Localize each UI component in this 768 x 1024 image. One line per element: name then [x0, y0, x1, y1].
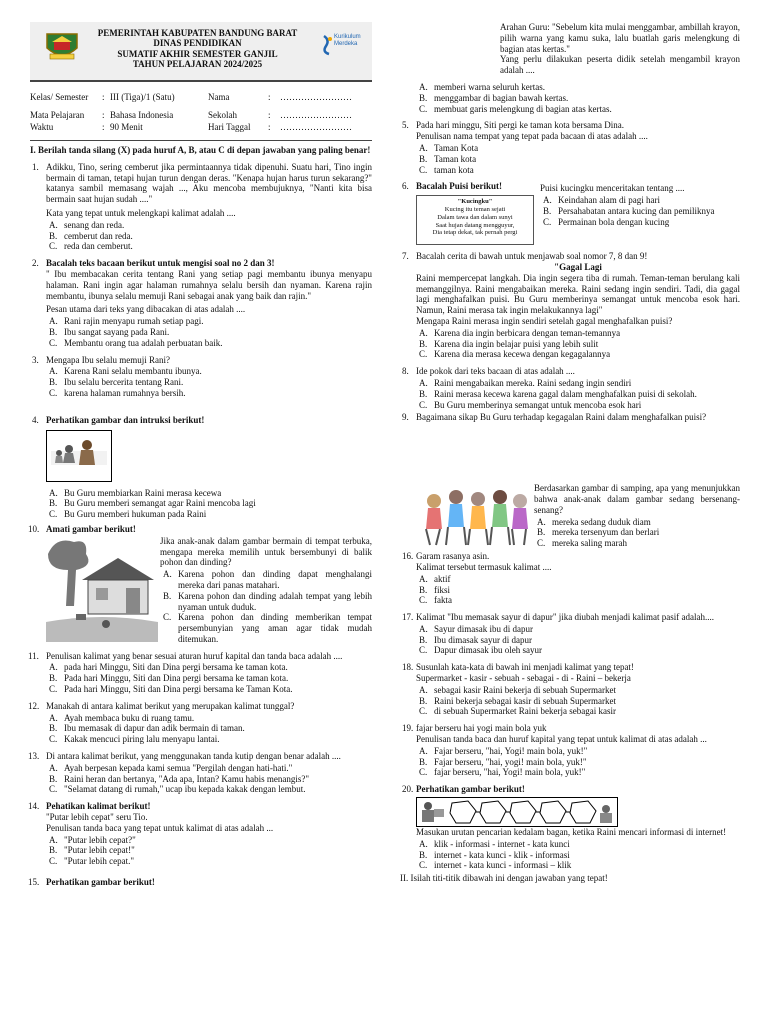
option-a[interactable]: A. senang dan reda.	[49, 219, 125, 230]
question-prompt: Berdasarkan gambar di samping, apa yang menunjukkan bahwa anak-anak dalam gambar sedang bersenang-senang?	[534, 483, 740, 515]
question-prompt: Mengapa Raini merasa ingin sendiri setelah gagal menghafalkan puisi?	[416, 315, 673, 326]
search-flow-chart	[416, 797, 618, 827]
option-b[interactable]: B. Raini heran dan bertanya, "Ada apa, Intan? Kamu habis menangis?"	[49, 773, 310, 784]
option-c[interactable]: C. Bu Guru memberi hukuman pada Raini	[49, 509, 207, 520]
option-a[interactable]: A. mereka sedang duduk diam	[537, 516, 651, 527]
question-5: 5. Pada hari minggu, Siti pergi ke taman kota bersama Dina. Penulisan nama tempat yang tepat pada bacaan di atas adalah .... A. Taman Kota B. Taman kota C. taman kota	[400, 120, 740, 175]
option-a[interactable]: A. Keindahan alam di pagi hari	[543, 194, 660, 205]
word-list: Supermarket - kasir - sebuah - sebagai - di - Raini – bekerja	[416, 673, 631, 684]
option-a[interactable]: A. Taman Kota	[419, 142, 479, 153]
teacher-student-picture	[46, 430, 112, 482]
house-garden-picture	[46, 536, 158, 642]
question-title: Bacalah Puisi berikut!	[416, 181, 503, 192]
kurikulum-merdeka-icon	[320, 34, 334, 56]
option-c[interactable]: C. reda dan cemberut.	[49, 241, 133, 252]
sekolah-field[interactable]: ……………………	[280, 110, 352, 120]
question-prompt: Di antara kalimat berikut, yang menggunakan tanda kutip dengan benar adalah ....	[46, 751, 341, 762]
question-stem: Garam rasanya asin.	[416, 551, 490, 562]
option-b[interactable]: B. Ibu sangat sayang pada Rani.	[49, 326, 170, 337]
question-15: 15. Perhatikan gambar berikut!	[30, 877, 372, 888]
question-prompt: Manakah di antara kalimat berikut yang merupakan kalimat tunggal?	[46, 700, 295, 711]
question-20: 20. Perhatikan gambar berikut! Masukan urutan pencarian kedalam bagan, ketika Raini mencari informasi di internet! A. klik - informasi - internet - kata kunci B. internet - kata kunci - klik - informasi C. internet - kata kunci - informasi – klik	[400, 784, 740, 871]
option-b[interactable]: B. "Putar lebih cepat!"	[49, 845, 135, 856]
kelas-value: III (Tiga)/1 (Satu)	[110, 92, 175, 102]
question-title: Pehatikan kalimat berikut!	[46, 801, 151, 812]
option-b[interactable]: B. Taman kota	[419, 153, 477, 164]
option-c[interactable]: C. fakta	[419, 595, 452, 606]
question-prompt: Ide pokok dari teks bacaan di atas adalah ....	[416, 366, 575, 377]
option-a[interactable]: A. "Putar lebih cepat?"	[49, 834, 136, 845]
header-line-1: PEMERINTAH KABUPATEN BANDUNG BARAT	[97, 28, 298, 38]
question-8: 8. Ide pokok dari teks bacaan di atas adalah .... A. Raini mengabaikan mereka. Raini sedang ingin sendiri B. Raini merasa kecewa karena gagal dalam menghafalkan puisi di sekolah. C. Bu Guru memberinya semangat untuk mencoba esok hari	[400, 366, 740, 410]
arahan-text: Arahan Guru: "Sebelum kita mulai menggambar, ambillah krayon, pilih warna yang kamu suka, lalu buatlah garis melengkung di bagian atas kertas."	[500, 22, 740, 54]
section-2-instruction: II. Isilah titi-titik dibawah ini dengan jawaban yang tepat!	[400, 873, 608, 884]
question-6: 6. Bacalah Puisi berikut! "Kucingku" Kucing itu teman sejati Dalam tawa dan dalam sunyi Saat hujan datang mengguyur, Dia tetap dekat, tak pernah pergi Puisi kucingku menceritakan tentang .... A. Keindahan alam di pagi hari B. Persahabatan antara kucing dan pemiliknya C. Permainan bola dengan kucing	[400, 181, 740, 245]
divider	[30, 140, 372, 141]
header-line-3: SUMATIF AKHIR SEMESTER GANJIL	[117, 48, 278, 59]
arahan-prompt: Yang perlu dilakukan peserta didik setelah mengambil krayon adalah ....	[500, 54, 740, 76]
question-15-content	[400, 483, 740, 549]
option-a[interactable]: A. Sayur dimasak ibu di dapur	[419, 623, 533, 634]
question-3: 3. Mengapa Ibu selalu memuji Rani? A. Karena Rani selalu membantu ibunya. B. Ibu selalu bercerita tentang Rani. C. karena halaman rumahnya bersih.	[30, 355, 372, 399]
question-1: 1. Adikku, Tino, sering cemberut jika permintaannya tidak dipenuhi. Suatu hari, Tino ingin bermain di taman, tetapi hujan turun dengan deras. "Kenapa hujan harus turun sekarang?" katanya sambil memasang wajah ..., Aku mencoba membujuknya, "Nanti kita bisa bermain saat hujan sudah ...." Kata yang tepat untuk melengkapi kalimat adalah .... A. senang dan reda. B. cemberut dan reda. C. reda dan cemberut.	[32, 161, 372, 252]
question-prompt: Puisi kucingku menceritakan tentang ....	[540, 183, 685, 194]
waktu-label: Waktu	[30, 122, 54, 132]
question-prompt: Bagaimana sikap Bu Guru terhadap kegagalan Raini dalam menghafalkan puisi?	[416, 412, 707, 423]
option-c[interactable]: C. karena halaman rumahnya bersih.	[49, 387, 186, 398]
story-title: "Gagal Lagi	[554, 261, 602, 272]
option-c[interactable]: C. Permainan bola dengan kucing	[543, 216, 670, 227]
exam-header	[30, 22, 372, 82]
option-c[interactable]: C. Membantu orang tua adalah perbuatan baik.	[49, 337, 223, 348]
option-b[interactable]: B. menggambar di bagian bawah kertas.	[419, 92, 569, 103]
student-info: Kelas/ Semester : III (Tiga)/1 (Satu) Nama : …………………… Mata Pelajaran : Bahasa Indonesia Sekolah : …………………… Waktu : 90 Menit Hari Taggal : ……………………	[30, 92, 372, 134]
children-running-picture	[420, 483, 530, 549]
option-a[interactable]: A. Karena Rani selalu membantu ibunya.	[49, 366, 202, 377]
waktu-value: 90 Menit	[110, 122, 143, 132]
question-title: Amati gambar berikut!	[46, 523, 136, 534]
option-a[interactable]: A. Ayah membaca buku di ruang tamu.	[49, 712, 195, 723]
option-a[interactable]: A. pada hari Minggu, Siti dan Dina pergi bersama ke taman kota.	[49, 662, 288, 673]
question-prompt: Susunlah kata-kata di bawah ini menjadi kalimat yang tepat!	[416, 662, 634, 673]
hari-label: Hari Taggal	[208, 122, 251, 132]
nama-label: Nama	[208, 92, 230, 102]
sekolah-label: Sekolah	[208, 110, 237, 120]
section-1-instruction: I. Berilah tanda silang (X) pada huruf A, B, atau C di depan jawaban yang paling benar!	[30, 145, 371, 155]
mapel-label: Mata Pelajaran	[30, 110, 85, 120]
question-16: 16. Garam rasanya asin. Kalimat tersebut termasuk kalimat .... A. aktif B. fiksi C. fakta	[400, 551, 740, 606]
option-b[interactable]: B. cemberut dan reda.	[49, 230, 133, 241]
question-4: 4. Perhatikan gambar dan intruksi berikut! A. Bu Guru membiarkan Raini merasa kecewa B. Bu Guru memberi semangat agar Raini mencoba lagi C. Bu Guru memberi hukuman pada Raini	[30, 415, 372, 520]
question-2: 2. Bacalah teks bacaan berikut untuk mengisi soal no 2 dan 3! " Ibu membacakan cerita tentang Rani yang setiap pagi membantu ibunya menyapu halaman. Rani ingin agar halaman rumahnya selalu bersih dan nyaman. Karena rajin membantu, ibunya selalu memuji Rani sebagai anak yang baik dan rajin." Pesan utama dari teks yang dibacakan di atas adalah .... A. Rani rajin menyapu rumah setiap pagi. B. Ibu sangat sayang pada Rani. C. Membantu orang tua adalah perbuatan baik.	[32, 258, 372, 348]
hari-field[interactable]: ……………………	[280, 122, 352, 132]
option-a[interactable]: A. klik - informasi - internet - kata kunci	[419, 838, 570, 849]
question-title: Perhatikan gambar berikut!	[46, 877, 155, 888]
option-a[interactable]: A. Raini mengabaikan mereka. Raini sedang ingin sendiri	[419, 377, 632, 388]
reading-text: " Ibu membacakan cerita tentang Rani yang setiap pagi membantu ibunya menyapu halaman. Rani ingin agar halaman rumahnya selalu bersih dan nyaman. Karena rajin membantu, ibunya selalu memuji Rani sebagai anak yang baik dan rajin."	[46, 268, 372, 301]
option-c[interactable]: C. "Selamat datang di rumah," ucap ibu kepada kakak dengan lembut.	[49, 784, 306, 795]
option-c[interactable]: C. Dapur dimasak ibu oleh sayur	[419, 645, 542, 656]
option-c[interactable]: C. membuat garis melengkung di bagian atas kertas.	[419, 103, 612, 114]
option-c[interactable]: C. Karena pohon dan dinding memberikan tempat persembunyian yang aman agar tidak mudah ditemukan.	[163, 612, 372, 644]
nama-field[interactable]: ……………………	[280, 92, 352, 102]
option-a[interactable]: A. Karena dia ingin berbicara dengan teman-temannya	[419, 327, 621, 338]
question-prompt: Penulisan nama tempat yang tepat pada bacaan di atas adalah ....	[416, 131, 648, 142]
option-b[interactable]: B. Karena dia ingin belajar puisi yang lebih sulit	[419, 338, 599, 349]
option-a[interactable]: A. sebagai kasir Raini bekerja di sebuah Supermarket	[419, 684, 616, 695]
option-c[interactable]: C. mereka saling marah	[537, 538, 627, 549]
option-b[interactable]: B. Karena pohon dan dinding adalah tempat yang lebih nyaman untuk duduk.	[163, 590, 372, 612]
option-c[interactable]: C. Kakak mencuci piring lalu menyapu lantai.	[49, 734, 220, 745]
right-column	[400, 22, 740, 884]
question-prompt: Penulisan tanda baca yang tepat untuk kalimat di atas adalah ...	[46, 822, 274, 833]
regency-logo-icon	[44, 30, 80, 62]
kelas-label: Kelas/ Semester	[30, 92, 89, 102]
question-prompt: Penulisan tanda baca dan huruf kapital yang tepat untuk kalimat di atas adalah ...	[416, 734, 707, 745]
question-prompt: Kalimat "Ibu memasak sayur di dapur" jika diubah menjadi kalimat pasif adalah....	[416, 612, 715, 623]
option-a[interactable]: A. Rani rajin menyapu rumah setiap pagi.	[49, 316, 204, 327]
option-b[interactable]: B. Pada hari Minggu, Siti dan Dina pergi bersama ke taman kota.	[49, 673, 289, 684]
header-line-4: TAHUN PELAJARAN 2024/2025	[132, 59, 263, 70]
option-b[interactable]: B. internet - kata kunci - klik - informasi	[419, 849, 570, 860]
option-c[interactable]: C. fajar berseru, "hai, Yogi! main bola, yuk!"	[419, 767, 586, 778]
question-10: 10. Amati gambar berikut! Jika anak-anak dalam gambar bermain di tempat terbuka, mengapa mereka memilih untuk bersembunyi di balik pohon dan dinding? A. Karena pohon dan dinding dapat menghalangi mereka dari panas matahari. B. Karena pohon dan dinding adalah tempat yang lebih nyaman untuk duduk. C. Karena pohon dan dinding memberikan tempat persembunyian yang aman agar tidak mudah ditemukan.	[28, 523, 372, 644]
question-18: 18. Susunlah kata-kata di bawah ini menjadi kalimat yang tepat! Supermarket - kasir - sebuah - sebagai - di - Raini – bekerja A. sebagai kasir Raini bekerja di sebuah Supermarket B. Raini bekerja sebagai kasir di sebuah Supermarket C. di sebuah Supermarket Raini bekerja sebagai kasir	[400, 662, 740, 717]
option-c[interactable]: C. Bu Guru memberinya semangat untuk mencoba esok hari	[419, 399, 642, 410]
header-line-2: DINAS PENDIDIKAN	[153, 38, 242, 49]
option-b[interactable]: B. Ibu selalu bercerita tentang Rani.	[49, 377, 184, 388]
arahan-options	[400, 82, 740, 114]
option-b[interactable]: B. Persahabatan antara kucing dan pemiliknya	[543, 205, 715, 216]
option-a[interactable]: A. aktif	[419, 573, 451, 584]
poem-box	[416, 195, 534, 245]
mapel-value: Bahasa Indonesia	[110, 110, 174, 120]
question-prompt: Masukan urutan pencarian kedalam bagan, ketika Raini mencari informasi di internet!	[416, 827, 727, 838]
question-11: 11. Penulisan kalimat yang benar sesuai aturan huruf kapital dan tanda baca adalah .... A. pada hari Minggu, Siti dan Dina pergi bersama ke taman kota. B. Pada hari Minggu, Siti dan Dina pergi bersama ke taman kota. C. Pada hari Minggu, Siti dan Dina pergi bersama ke Taman Kota.	[30, 651, 372, 695]
option-a[interactable]: A. Karena pohon dan dinding dapat menghalangi mereka dari panas matahari.	[163, 569, 372, 590]
option-b[interactable]: B. Raini merasa kecewa karena gagal dalam menghafalkan puisi di sekolah.	[419, 388, 697, 399]
question-title: Bacalah cerita di bawah untuk menjawab soal nomor 7, 8 dan 9!	[416, 251, 648, 262]
question-7: 7. Bacalah cerita di bawah untuk menjawab soal nomor 7, 8 dan 9! "Gagal Lagi Raini mempercepat langkah. Dia ingin segera tiba di rumah. Teman-teman berulang kali memanggilnya. Raini mengabaikan mereka. Raini sedang ingin sendiri. Tadi, dia gagal lagi menghafalkan puisi. Bu Guru memberinya semangat untuk mencoba esok hari. Namun, Raini merasa tak ingin melakukannya lagi" Mengapa Raini merasa ingin sendiri setelah gagal menghafalkan puisi? A. Karena dia ingin berbicara dengan teman-temannya B. Karena dia ingin belajar puisi yang lebih sulit C. Karena dia merasa kecewa dengan kegagalannya	[402, 251, 740, 360]
option-c[interactable]: C. Karena dia merasa kecewa dengan kegagalannya	[419, 349, 611, 360]
question-prompt: Mengapa Ibu selalu memuji Rani?	[46, 354, 170, 365]
arahan-guru	[400, 22, 740, 76]
option-c[interactable]: C. di sebuah Supermarket Raini bekerja sebagai kasir	[419, 706, 616, 717]
logo-text-merdeka: Merdeka	[334, 40, 358, 47]
logo-text-kurikulum: Kurikulum	[334, 34, 361, 40]
option-a[interactable]: A. Ayah berpesan kepada kami semua "Pergilah dengan hati-hati."	[49, 762, 293, 773]
question-17: 17. Kalimat "Ibu memasak sayur di dapur" jika diubah menjadi kalimat pasif adalah.... A. Sayur dimasak ibu di dapur B. Ibu dimasak sayur di dapur C. Dapur dimasak ibu oleh sayur	[400, 612, 740, 656]
poem-line: Kucing itu teman sejati	[444, 205, 506, 213]
poem-title: "Kucingku"	[457, 198, 493, 206]
question-prompt: Kalimat tersebut termasuk kalimat ....	[416, 561, 552, 572]
quoted-sentence: "Putar lebih cepat" seru Tio.	[46, 812, 148, 823]
option-c[interactable]: C. Pada hari Minggu, Siti dan Dina pergi bersama ke Taman Kota.	[49, 684, 293, 695]
question-title: Perhatikan gambar berikut!	[416, 784, 525, 795]
question-prompt: Pesan utama dari teks yang dibacakan di atas adalah ....	[46, 304, 246, 315]
option-b[interactable]: B. Fajar berseru, "hai, yogi! main bola, yuk!"	[419, 756, 587, 767]
question-prompt: Penulisan kalimat yang benar sesuai aturan huruf kapital dan tanda baca adalah ....	[46, 650, 343, 661]
left-column	[30, 22, 372, 888]
option-b[interactable]: B. mereka tersenyum dan berlari	[537, 527, 660, 538]
option-c[interactable]: C. "Putar lebih cepat."	[49, 856, 135, 867]
question-stem: fajar berseru hai yogi main bola yuk	[416, 723, 547, 734]
question-prompt: Jika anak-anak dalam gambar bermain di tempat terbuka, mengapa mereka memilih untuk bersembunyi di balik pohon dan dinding?	[160, 535, 372, 568]
poem-line: Dia tetap dekat, tak pernah pergi	[432, 229, 518, 237]
story-text: Raini mempercepat langkah. Dia ingin segera tiba di rumah. Teman-teman berulang kali memanggilnya. Raini mengabaikan mereka. Raini sedang ingin sendiri. Tadi, dia gagal lagi menghafalkan puisi. Bu Guru memberinya semangat untuk mencoba esok hari. Namun, Raini merasa tak ingin melakukannya lagi"	[416, 272, 740, 316]
option-a[interactable]: A. Bu Guru membiarkan Raini merasa kecewa	[49, 487, 222, 498]
question-prompt: Kata yang tepat untuk melengkapi kalimat adalah ....	[46, 207, 236, 218]
question-13: 13. Di antara kalimat berikut, yang menggunakan tanda kutip dengan benar adalah .... A. Ayah berpesan kepada kami semua "Pergilah dengan hati-hati." B. Raini heran dan bertanya, "Ada apa, Intan? Kamu habis menangis?" C. "Selamat datang di rumah," ucap ibu kepada kakak dengan lembut.	[30, 751, 372, 795]
option-b[interactable]: B. Bu Guru memberi semangat agar Raini mencoba lagi	[49, 498, 256, 509]
question-19: 19. fajar berseru hai yogi main bola yuk Penulisan tanda baca dan huruf kapital yang tepat untuk kalimat di atas adalah ... A. Fajar berseru, "hai, Yogi! main bola, yuk!" B. Fajar berseru, "hai, yogi! main bola, yuk!" C. fajar berseru, "hai, Yogi! main bola, yuk!"	[400, 723, 740, 778]
option-c[interactable]: C. internet - kata kunci - informasi – klik	[419, 860, 572, 871]
header-title	[85, 28, 310, 69]
option-b[interactable]: B. fiksi	[419, 584, 451, 595]
option-a[interactable]: A. memberi warna seluruh kertas.	[419, 81, 545, 92]
option-a[interactable]: A. Fajar berseru, "hai, Yogi! main bola, yuk!"	[419, 745, 588, 756]
question-12: 12. Manakah di antara kalimat berikut yang merupakan kalimat tunggal? A. Ayah membaca buku di ruang tamu. B. Ibu memasak di dapur dan adik bermain di taman. C. Kakak mencuci piring lalu menyapu lantai.	[30, 701, 372, 745]
option-b[interactable]: B. Ibu dimasak sayur di dapur	[419, 634, 532, 645]
question-stem: Adikku, Tino, sering cemberut jika permintaannya tidak dipenuhi. Suatu hari, Tino ingin bermain di taman, tetapi hujan turun dengan deras. "Kenapa hujan harus turun sekarang?" katanya sambil memasang wajah ..., Aku mencoba membujuknya, "Nanti kita bisa bermain saat hujan sudah ...."	[46, 161, 372, 205]
option-b[interactable]: B. Ibu memasak di dapur dan adik bermain di taman.	[49, 723, 245, 734]
option-c[interactable]: C. taman kota	[419, 164, 474, 175]
question-stem: Pada hari minggu, Siti pergi ke taman kota bersama Dina.	[416, 120, 625, 131]
poem-line: Saat hujan datang mengguyur,	[435, 221, 515, 229]
question-14: 14. Pehatikan kalimat berikut! "Putar lebih cepat" seru Tio. Penulisan tanda baca yang tepat untuk kalimat di atas adalah ... A. "Putar lebih cepat?" B. "Putar lebih cepat!" C. "Putar lebih cepat."	[30, 801, 372, 867]
option-b[interactable]: B. Raini bekerja sebagai kasir di sebuah Supermarket	[419, 695, 616, 706]
question-9: 9. Bagaimana sikap Bu Guru terhadap kegagalan Raini dalam menghafalkan puisi?	[400, 412, 740, 423]
poem-line: Dalam tawa dan dalam sunyi	[437, 213, 513, 221]
kurikulum-merdeka-logo	[320, 32, 370, 62]
question-title: Bacalah teks bacaan berikut untuk mengisi soal no 2 dan 3!	[46, 258, 275, 269]
question-title: Perhatikan gambar dan intruksi berikut!	[46, 414, 205, 425]
